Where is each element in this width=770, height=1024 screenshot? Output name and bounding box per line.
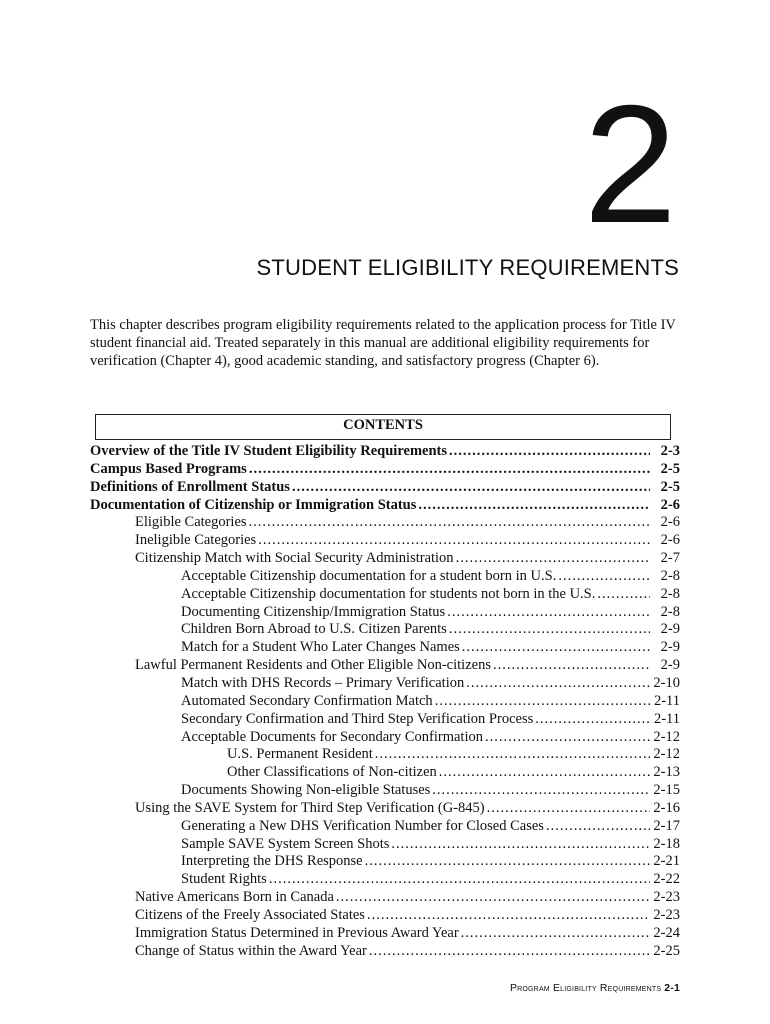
toc-entry-page: 2-25 (653, 942, 680, 959)
toc-entry-page: 2-6 (660, 514, 680, 531)
toc-entry-title: Using the SAVE System for Third Step Verification (G-845) (135, 799, 485, 816)
toc-dot-leader (432, 782, 650, 800)
toc-entry-title: Native Americans Born in Canada (135, 889, 334, 906)
toc-dot-leader (456, 550, 650, 568)
toc-entry-title: Generating a New DHS Verification Number for Closed Cases (181, 817, 544, 834)
toc-entry-title: Documentation of Citizenship or Immigration Status (90, 496, 417, 513)
toc-dot-leader (546, 818, 650, 836)
toc-entry-title: Overview of the Title IV Student Eligibility Requirements (90, 443, 447, 459)
toc-entry-title: Acceptable Documents for Secondary Confirmation (181, 728, 483, 745)
toc-entry-page: 2-11 (653, 710, 680, 727)
toc-entry-page: 2-6 (660, 496, 680, 513)
toc-entry (90, 729, 680, 747)
toc-entry-page: 2-9 (660, 639, 680, 656)
toc-dot-leader (535, 711, 650, 729)
toc-entry (90, 639, 680, 657)
toc-entry (90, 800, 680, 818)
toc-entry-page: 2-23 (653, 906, 680, 923)
toc-entry-page: 2-3 (660, 443, 680, 459)
table-of-contents (90, 443, 680, 960)
toc-entry (90, 693, 680, 711)
toc-dot-leader (418, 497, 650, 515)
toc-dot-leader (493, 657, 650, 675)
toc-dot-leader (258, 532, 650, 550)
toc-entry (90, 514, 680, 532)
toc-entry-page: 2-13 (653, 764, 680, 781)
toc-entry (90, 586, 680, 604)
toc-entry-page: 2-8 (660, 603, 680, 620)
toc-dot-leader (449, 443, 650, 461)
toc-entry-page: 2-17 (653, 817, 680, 834)
toc-entry-title: Change of Status within the Award Year (135, 942, 367, 959)
toc-entry (90, 479, 680, 497)
toc-entry-page: 2-7 (660, 550, 680, 567)
toc-dot-leader (449, 621, 650, 639)
toc-entry-title: U.S. Permanent Resident (227, 746, 373, 763)
contents-heading: CONTENTS (343, 417, 423, 433)
toc-entry-title: Acceptable Citizenship documentation for a student born in U.S. (181, 567, 557, 584)
toc-entry-page: 2-12 (653, 728, 680, 745)
toc-entry-page: 2-24 (653, 924, 680, 941)
toc-entry (90, 443, 680, 461)
toc-entry-page: 2-9 (660, 657, 680, 674)
toc-entry-title: Children Born Abroad to U.S. Citizen Parents (181, 621, 447, 638)
toc-dot-leader (367, 907, 650, 925)
toc-dot-leader (336, 889, 650, 907)
toc-entry-title: Secondary Confirmation and Third Step Verification Process (181, 710, 534, 727)
toc-entry (90, 907, 680, 925)
chapter-number: 2 (583, 70, 677, 258)
toc-entry (90, 764, 680, 782)
toc-entry (90, 746, 680, 764)
toc-entry-title: Automated Secondary Confirmation Match (181, 692, 433, 709)
chapter-title: STUDENT ELIGIBILITY REQUIREMENTS (256, 255, 679, 280)
toc-entry-title: Other Classifications of Non-citizen (227, 764, 437, 781)
toc-entry-title: Eligible Categories (135, 514, 247, 531)
toc-dot-leader (249, 514, 650, 532)
toc-entry-title: Interpreting the DHS Response (181, 853, 363, 870)
toc-entry (90, 675, 680, 693)
contents-heading-box (95, 414, 671, 440)
toc-entry-title: Documents Showing Non-eligible Statuses (181, 782, 431, 799)
toc-entry (90, 532, 680, 550)
toc-dot-leader (292, 479, 650, 497)
toc-dot-leader (249, 461, 650, 479)
toc-dot-leader (466, 675, 650, 693)
toc-entry-page: 2-18 (653, 835, 680, 852)
toc-dot-leader (461, 925, 650, 943)
toc-entry (90, 853, 680, 871)
toc-entry (90, 604, 680, 622)
toc-dot-leader (435, 693, 650, 711)
toc-entry (90, 711, 680, 729)
toc-entry-title: Lawful Permanent Residents and Other Eligible Non-citizens (135, 657, 491, 674)
toc-dot-leader (375, 746, 650, 764)
toc-entry-page: 2-22 (653, 871, 680, 888)
toc-entry-title: Citizenship Match with Social Security Administration (135, 550, 454, 567)
toc-dot-leader (269, 871, 650, 889)
toc-entry-page: 2-23 (653, 889, 680, 906)
toc-entry (90, 497, 680, 515)
toc-entry-title: Ineligible Categories (135, 532, 257, 549)
toc-entry (90, 836, 680, 854)
toc-entry-title: Definitions of Enrollment Status (90, 478, 290, 495)
toc-entry-page: 2-8 (660, 585, 680, 602)
intro-paragraph (90, 316, 680, 370)
toc-entry-title: Documenting Citizenship/Immigration Status (181, 603, 446, 620)
toc-entry (90, 871, 680, 889)
toc-entry-title: Immigration Status Determined in Previous Award Year (135, 924, 459, 941)
toc-entry (90, 925, 680, 943)
footer-page-number: 2-1 (664, 982, 680, 994)
page-footer (510, 982, 680, 994)
toc-entry-page: 2-5 (660, 478, 680, 495)
toc-entry-page: 2-5 (660, 460, 680, 477)
toc-entry (90, 943, 680, 961)
toc-entry-page: 2-15 (653, 782, 680, 799)
toc-entry (90, 782, 680, 800)
toc-dot-leader (447, 604, 650, 622)
toc-entry-page: 2-16 (653, 799, 680, 816)
toc-dot-leader (558, 568, 650, 586)
toc-entry-title: Match for a Student Who Later Changes Names (181, 639, 460, 656)
toc-entry (90, 461, 680, 479)
toc-entry-page: 2-12 (653, 746, 680, 763)
toc-dot-leader (487, 800, 650, 818)
intro-text: This chapter describes program eligibility requirements related to the application process for Title IV student financial aid. Treated separately in this manual are additional eligibility requirements for verification (Chapter 4), good academic standing, and satisfactory progress (Chapter 6). (90, 317, 676, 369)
toc-entry (90, 889, 680, 907)
toc-dot-leader (369, 943, 650, 961)
toc-entry-title: Student Rights (181, 871, 267, 888)
toc-dot-leader (365, 853, 650, 871)
toc-entry (90, 818, 680, 836)
toc-entry (90, 550, 680, 568)
toc-entry (90, 657, 680, 675)
toc-dot-leader (391, 836, 650, 854)
toc-entry-title: Citizens of the Freely Associated States (135, 906, 365, 923)
toc-entry-title: Campus Based Programs (90, 460, 247, 477)
toc-dot-leader (462, 639, 650, 657)
toc-entry (90, 621, 680, 639)
toc-entry-title: Match with DHS Records – Primary Verification (181, 674, 465, 691)
toc-entry-page: 2-11 (653, 692, 680, 709)
toc-dot-leader (597, 586, 650, 604)
toc-dot-leader (485, 729, 650, 747)
toc-entry-page: 2-21 (653, 853, 680, 870)
toc-entry-page: 2-10 (653, 674, 680, 691)
toc-entry-page: 2-9 (660, 621, 680, 638)
toc-entry (90, 568, 680, 586)
toc-entry-title: Sample SAVE System Screen Shots (181, 835, 390, 852)
toc-dot-leader (439, 764, 650, 782)
toc-entry-page: 2-6 (660, 532, 680, 549)
toc-entry-title: Acceptable Citizenship documentation for students not born in the U.S. (181, 585, 596, 602)
footer-section-title: Program Eligibility Requirements (509, 982, 662, 994)
toc-entry-page: 2-8 (660, 567, 680, 584)
